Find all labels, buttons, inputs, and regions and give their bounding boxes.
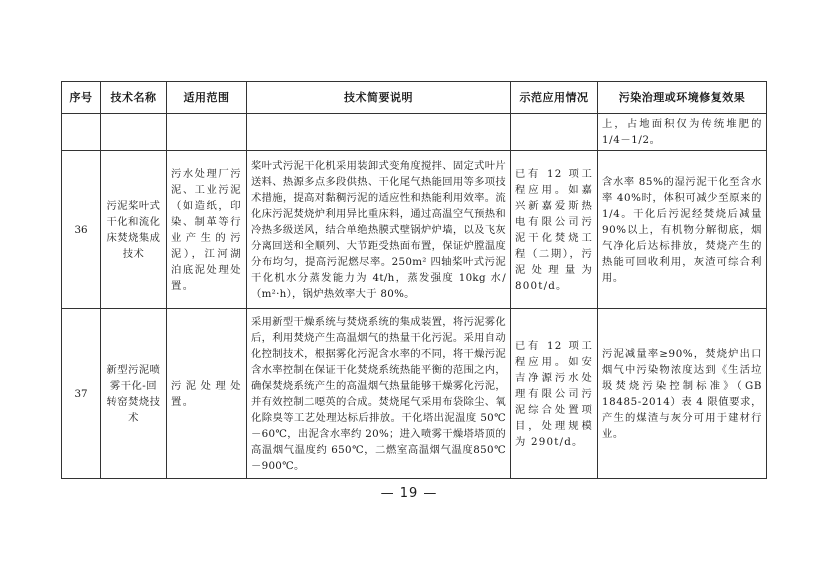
header-number: 序号 xyxy=(62,82,101,114)
cell-tech-name: 污泥桨叶式干化和流化床焚烧集成技术 xyxy=(101,151,167,309)
cell-demo xyxy=(511,114,598,151)
header-demo: 示范应用情况 xyxy=(511,82,598,114)
cell-effect: 污泥减量率≥90%，焚烧炉出口烟气中污染物浓度达到《生活垃圾焚烧污染控制标准》（GB 18485-2014）表 4 限值要求，产生的煤渣与灰分可用于建材行业。 xyxy=(598,309,767,479)
table-row-continuation xyxy=(62,114,767,151)
header-effect: 污染治理或环境修复效果 xyxy=(598,82,767,114)
header-scope: 适用范围 xyxy=(167,82,247,114)
cell-number: 36 xyxy=(62,151,101,309)
header-tech-name: 技术名称 xyxy=(101,82,167,114)
cell-scope: 污泥处理处置。 xyxy=(167,309,247,479)
cell-description: 采用新型干燥系统与焚烧系统的集成装置，将污泥雾化后，利用焚烧产生高温烟气的热量干化污泥。采用自动化控制技术，根据雾化污泥含水率的不同，将干燥污泥含水率控制在保证干化焚烧系统热能平衡的范围之内，确保焚烧系统产生的高温烟气热量能够干燥雾化污泥，并有效控制二噁英的合成。焚烧尾气采用布袋除尘、氧化除臭等工艺处理达标后排放。干化塔出泥温度 50℃－60℃，出泥含水率约 20%；进入喷雾干燥塔塔顶的高温烟气温度约 650℃，二燃室高温烟气温度850℃－900℃。 xyxy=(247,309,511,479)
cell-number: 37 xyxy=(62,309,101,479)
cell-demo: 已有 12 项工程应用。如嘉兴新嘉爱斯热电有限公司污泥干化焚烧工程（二期），污泥处理量为800t/d。 xyxy=(511,151,598,309)
cell-description: 桨叶式污泥干化机采用装卸式变角度搅拌、固定式叶片送料、热源多点多段供热、干化尾气热能回用等多项技术措施，提高对黏稠污泥的适应性和热能利用效率。流化床污泥焚烧炉利用异比重床料，通过高温空气预热和冷热多级送风，结合单绝热膜式壁锅炉炉墙，以及飞灰分离回送和全顺列、大节距受热面布置，保证炉膛温度分布均匀，提高污泥燃尽率。250m² 四轴桨叶式污泥干化机水分蒸发能力为 4t/h，蒸发强度 10kg 水/（m²·h），锅炉热效率大于 80%。 xyxy=(247,151,511,309)
technology-table xyxy=(61,81,767,479)
cell-description xyxy=(247,114,511,151)
cell-effect: 含水率 85%的湿污泥干化至含水率 40%时，体积可减少至原来的 1/4。干化后污泥经焚烧后减量 90%以上，有机物分解彻底，烟气净化后达标排放，焚烧产生的热能可回收利用，灰渣可综合利用。 xyxy=(598,151,767,309)
cell-tech-name: 新型污泥喷雾干化-回转窑焚烧技术 xyxy=(101,309,167,479)
cell-demo: 已有 12 项工程应用。如安吉净源污水处理有限公司污泥综合处置项目，处理规模为 290t/d。 xyxy=(511,309,598,479)
page-number: — 19 — xyxy=(380,486,438,501)
cell-scope xyxy=(167,114,247,151)
table-header-row xyxy=(62,82,767,114)
cell-tech-name xyxy=(101,114,167,151)
cell-scope: 污水处理厂污泥、工业污泥（如造纸，印染、制革等行业产生的污泥），江河湖泊底泥处理处置。 xyxy=(167,151,247,309)
cell-effect: 上，占地面积仅为传统堆肥的1/4－1/2。 xyxy=(598,114,767,151)
header-description: 技术简要说明 xyxy=(247,82,511,114)
table-row xyxy=(62,151,767,309)
table-row xyxy=(62,309,767,479)
cell-number xyxy=(62,114,101,151)
